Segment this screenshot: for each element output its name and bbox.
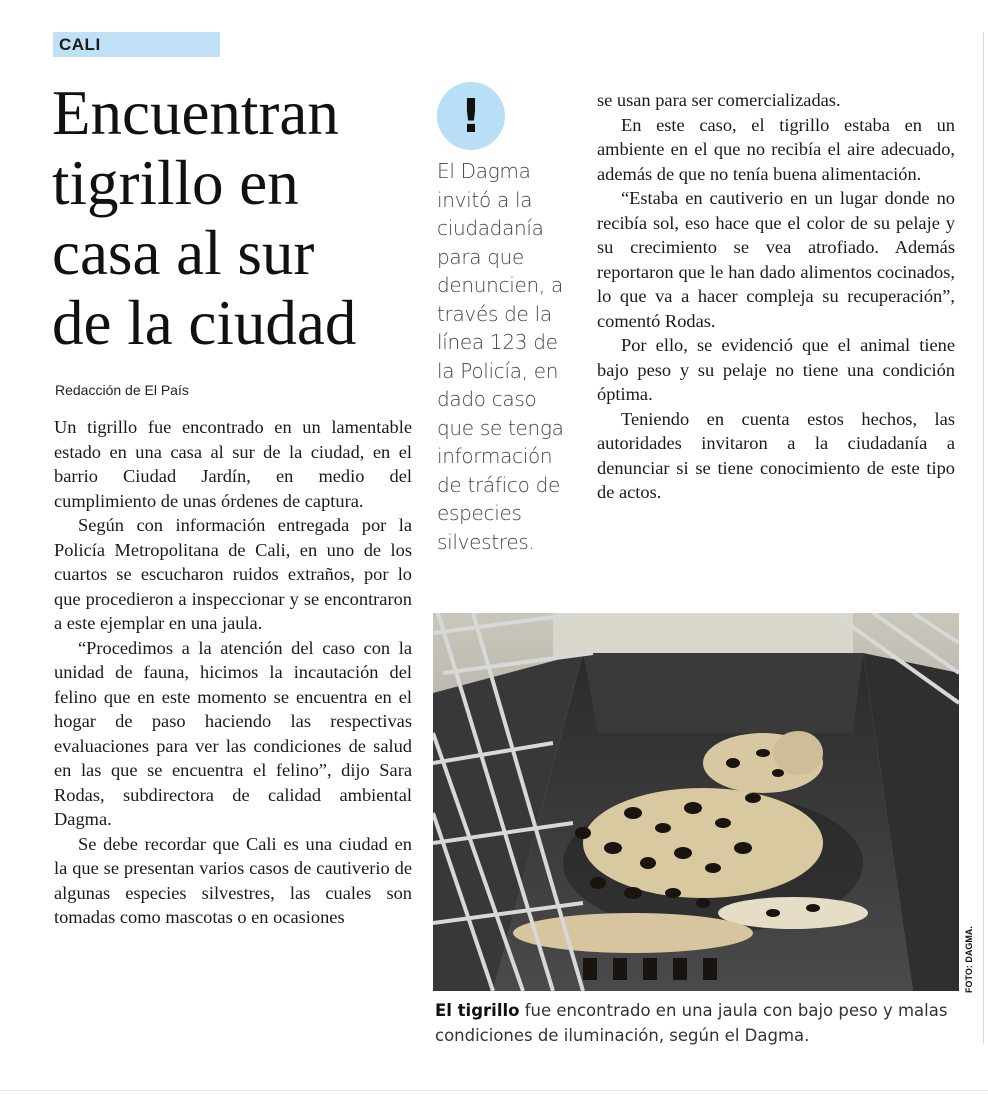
article-paragraph: Teniendo en cuenta estos hechos, las autoridades invitaron a la ciudadanía a denunciar si se tiene conocimiento de este tipo de actos.: [597, 408, 955, 502]
article-paragraph: Se debe recordar que Cali es una ciudad en la que se presentan varios casos de cautiverio de algunas especies silvestres, las cuales son tomadas como mascotas o en ocasiones: [54, 833, 412, 927]
article-paragraph: se usan para ser comercializadas.: [597, 90, 841, 110]
headline-line: tigrillo en: [52, 148, 299, 218]
article-paragraph: Según con información entregada por la Policía Metropolitana de Cali, en uno de los cuartos se escucharon ruidos extraños, por lo que procedieron a inspeccionar y se encontraron a este ejemplar en una jaula.: [54, 515, 412, 633]
byline: Redacción de El País: [55, 382, 189, 398]
article-paragraph: “Procedimos a la atención del caso con la unidad de fauna, hicimos la incautación del felino que en este momento se encuentra en el hogar de paso haciendo las respectivas evaluaciones para ver las condiciones de salud en las que se encuentra el felino”, dijo Sara Rodas, subdirectora de calidad ambiental Dagma.: [54, 637, 412, 829]
headline: [52, 78, 412, 358]
exclamation-icon: [437, 82, 505, 150]
article-paragraph: “Estaba en cautiverio en un lugar donde no recibía sol, eso hace que el color de su pelaje y su crecimiento se vea atrofiado. Además reportaron que le han dado alimentos cocinados, lo que va a hacer compleja su recuperación”, comentó Rodas.: [597, 188, 955, 331]
caption-lead: El tigrillo: [435, 1001, 520, 1020]
article-column-1: [54, 415, 412, 930]
sidebar-note: El Dagma invitó a la ciudadanía para que denuncien, a través de la línea 123 de la Policía, en dado caso que se tenga información de tráfico de especies silvestres.: [437, 159, 564, 554]
column-divider: [983, 32, 984, 1044]
headline-line: Encuentran: [52, 78, 339, 148]
article-paragraph: Por ello, se evidenció que el animal tiene bajo peso y su pelaje no tiene una condición óptima.: [597, 335, 955, 404]
ocelot-photo: [433, 613, 959, 991]
photo-caption: [435, 998, 965, 1048]
headline-line: de la ciudad: [52, 288, 357, 358]
article-paragraph: Un tigrillo fue encontrado en un lamentable estado en una casa al sur de la ciudad, en el barrio Ciudad Jardín, en medio del cumplimiento de unas órdenes de captura.: [54, 417, 412, 511]
article-paragraph: En este caso, el tigrillo estaba en un ambiente en el que no recibía el aire adecuado, además de que no tenía buena alimentación.: [597, 114, 955, 184]
section-tag: CALI: [53, 32, 220, 57]
ocelot-in-cage-illustration: [433, 613, 959, 991]
headline-line: casa al sur: [52, 218, 315, 288]
article-column-3: [597, 88, 955, 505]
caption-text: fue encontrado en una jaula con bajo peso y malas condiciones de iluminación, según el Dagma.: [435, 1001, 948, 1045]
photo-credit: FOTO: DAGMA.: [964, 926, 974, 993]
exclamation-symbol: !: [460, 89, 482, 143]
bottom-rule: [0, 1090, 988, 1091]
